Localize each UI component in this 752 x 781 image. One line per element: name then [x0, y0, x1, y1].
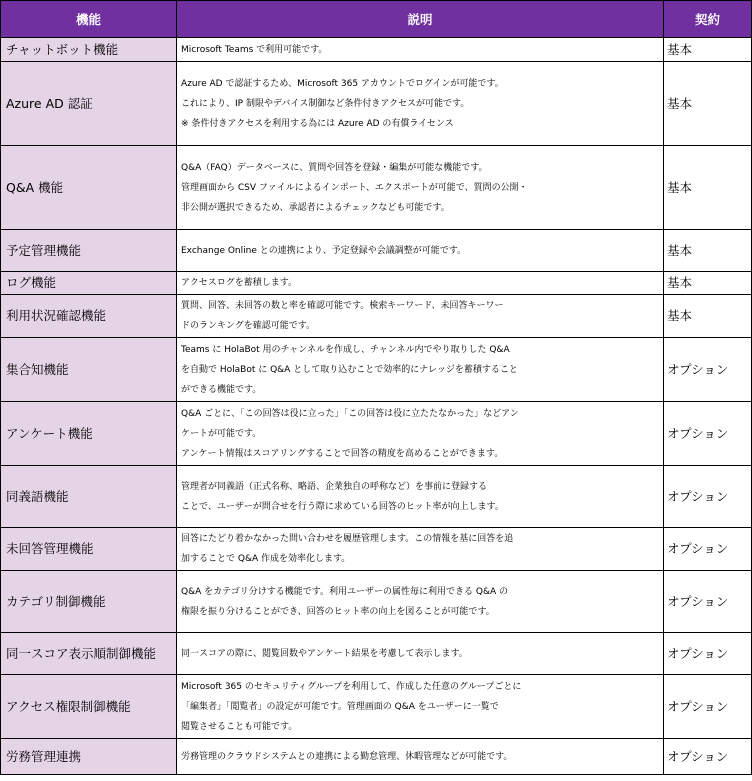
description-cell — [177, 146, 664, 230]
description-line: アンケート情報はスコアリングすることで回答の精度を高めることができます。 — [181, 448, 504, 459]
description-cell — [177, 272, 664, 295]
feature-cell: カテゴリ制御機能 — [1, 571, 177, 633]
plan-cell: 基本 — [664, 272, 752, 295]
description-line: ケートが可能です。 — [181, 428, 262, 439]
description-cell — [177, 675, 664, 739]
feature-cell: Azure AD 認証 — [1, 62, 177, 146]
table-body — [1, 38, 752, 775]
description-line: 閲覧させることも可能です。 — [181, 721, 298, 732]
description-line: アクセスログを蓄積します。 — [181, 278, 298, 288]
table-row — [1, 272, 752, 295]
plan-cell: オプション — [664, 338, 752, 402]
plan-cell: 基本 — [664, 146, 752, 230]
table-row — [1, 38, 752, 62]
plan-cell: オプション — [664, 466, 752, 528]
description-line: これにより、IP 制限やデバイス制御など条件付きアクセスが可能です。 — [181, 98, 470, 109]
header-row — [1, 1, 752, 38]
description-cell — [177, 295, 664, 338]
table-row — [1, 295, 752, 338]
header-plan: 契約 — [664, 1, 752, 38]
description-line: ドのランキングを確認可能です。 — [181, 321, 316, 331]
table-row — [1, 146, 752, 230]
header-description: 説明 — [177, 1, 664, 38]
table-row — [1, 528, 752, 571]
description-cell — [177, 528, 664, 571]
description-line: 権限を振り分けることができ、回答のヒット率の向上を図ることが可能です。 — [181, 606, 495, 617]
table-row — [1, 402, 752, 466]
feature-cell: 同一スコア表示順制御機能 — [1, 633, 177, 675]
description-line: 同一スコアの際に、閲覧回数やアンケート結果を考慮して表示します。 — [181, 648, 468, 659]
table-row — [1, 62, 752, 146]
feature-cell: 集合知機能 — [1, 338, 177, 402]
description-line: 労務管理のクラウドシステムとの連携による勤怠管理、休暇管理などが可能です。 — [181, 751, 513, 762]
description-cell — [177, 466, 664, 528]
plan-cell: 基本 — [664, 38, 752, 62]
table-row — [1, 633, 752, 675]
description-cell — [177, 739, 664, 775]
description-cell — [177, 338, 664, 402]
plan-cell: オプション — [664, 633, 752, 675]
table-row — [1, 739, 752, 775]
description-cell — [177, 230, 664, 272]
table-row — [1, 338, 752, 402]
feature-cell: 労務管理連携 — [1, 739, 177, 775]
description-line: Teams に HolaBot 用のチャンネルを作成し、チャンネル内でやり取りした Q&A — [181, 344, 510, 355]
description-line: を自動で HolaBot に Q&A として取り込むことで効率的にナレッジを蓄積すること — [181, 364, 518, 375]
description-cell — [177, 38, 664, 62]
description-line: ができる機能です。 — [181, 384, 262, 395]
description-line: 回答にたどり着かなかった問い合わせを履歴管理します。この情報を基に回答を追 — [181, 534, 514, 544]
plan-cell: 基本 — [664, 295, 752, 338]
description-line: Q&A をカテゴリ分けする機能です。利用ユーザーの属性毎に利用できる Q&A の — [181, 586, 509, 597]
description-line: 加することで Q&A 作成を効率化します。 — [181, 554, 351, 564]
description-line: 管理画面から CSV ファイルによるインポート、エクスポートが可能で、質問の公開・ — [181, 182, 528, 193]
table-row — [1, 571, 752, 633]
description-line: 「編集者」「閲覧者」の設定が可能です。管理画面の Q&A をユーザーに一覧で — [181, 701, 499, 712]
description-line: 管理者が同義語（正式名称、略語、企業独自の呼称など）を事前に登録する — [181, 481, 488, 492]
table-row — [1, 675, 752, 739]
plan-cell: オプション — [664, 528, 752, 571]
description-line: 非公開が選択できるため、承認者によるチェックなども可能です。 — [181, 202, 450, 213]
feature-cell: アンケート機能 — [1, 402, 177, 466]
plan-cell: オプション — [664, 675, 752, 739]
description-line: 質問、回答、未回答の数と率を確認可能です。検索キーワード、未回答キーワー — [181, 301, 504, 311]
plan-cell: オプション — [664, 739, 752, 775]
plan-cell: 基本 — [664, 62, 752, 146]
feature-cell: 未回答管理機能 — [1, 528, 177, 571]
description-line: Q&A（FAQ）データベースに、質問や回答を登録・編集が可能な機能です。 — [181, 162, 488, 173]
table-row — [1, 230, 752, 272]
description-line: Microsoft 365 のセキュリティグループを利用して、作成した任意のグループごとに — [181, 681, 522, 692]
description-cell — [177, 571, 664, 633]
feature-cell: アクセス権限制御機能 — [1, 675, 177, 739]
feature-cell: 予定管理機能 — [1, 230, 177, 272]
feature-cell: チャットボット機能 — [1, 38, 177, 62]
description-line: ことで、ユーザーが問合せを行う際に求めている回答のヒット率が向上します。 — [181, 501, 504, 512]
description-line: Microsoft Teams で利用可能です。 — [181, 44, 328, 55]
feature-cell: Q&A 機能 — [1, 146, 177, 230]
description-cell — [177, 402, 664, 466]
table-row — [1, 466, 752, 528]
header-feature: 機能 — [1, 1, 177, 38]
description-cell — [177, 633, 664, 675]
description-line: Q&A ごとに、「この回答は役に立った」「この回答は役に立たたなかった」などアン — [181, 408, 519, 419]
feature-cell: ログ機能 — [1, 272, 177, 295]
feature-cell: 同義語機能 — [1, 466, 177, 528]
description-line: Exchange Online との連携により、予定登録や会議調整が可能です。 — [181, 245, 467, 256]
description-cell — [177, 62, 664, 146]
description-line: Azure AD で認証するため、Microsoft 365 アカウントでログインが可能です。 — [181, 78, 504, 89]
feature-cell: 利用状況確認機能 — [1, 295, 177, 338]
plan-cell: オプション — [664, 571, 752, 633]
plan-cell: 基本 — [664, 230, 752, 272]
description-line: ※ 条件付きアクセスを利用する為には Azure AD の有償ライセンス — [181, 118, 454, 129]
plan-cell: オプション — [664, 402, 752, 466]
